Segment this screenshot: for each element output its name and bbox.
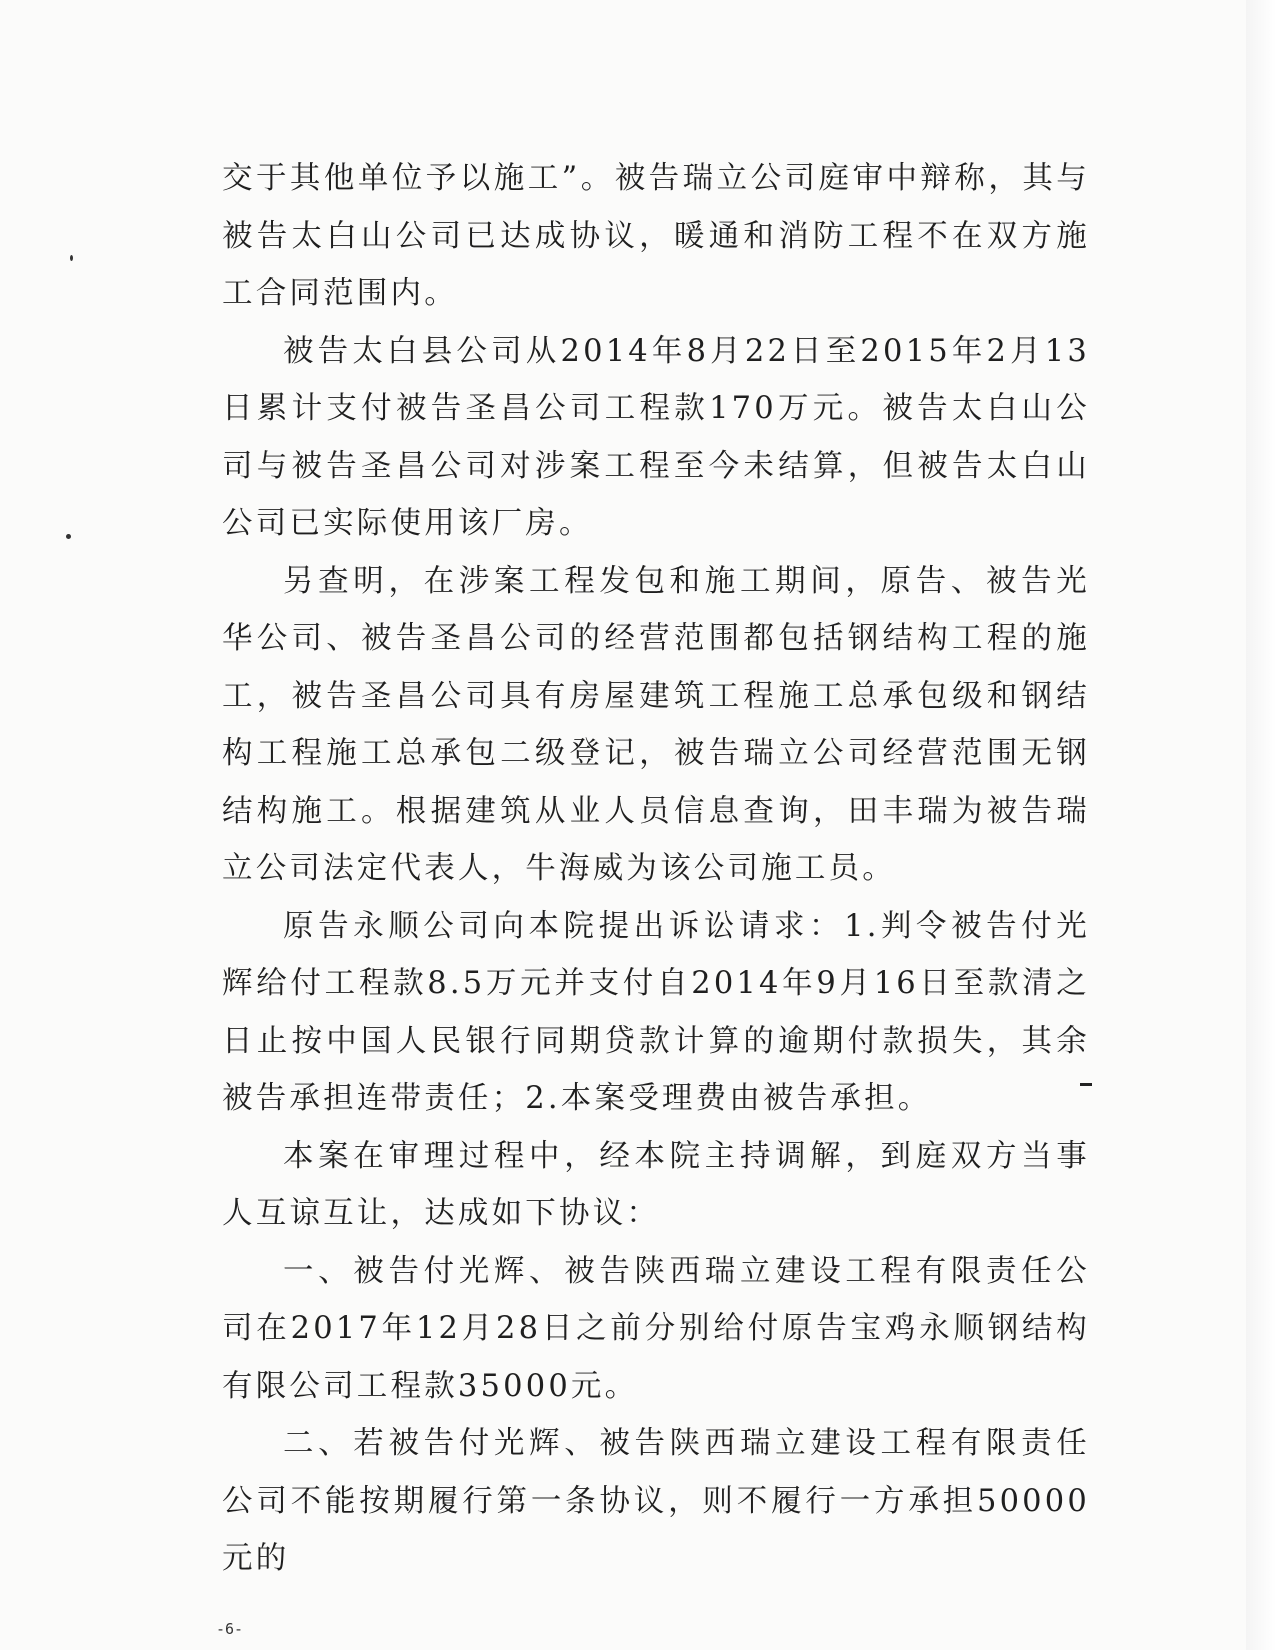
- paragraph-plaintiff-claims: 原告永顺公司向本院提出诉讼请求：1.判令被告付光辉给付工程款8.5万元并支付自2014年9月16日至款清之日止按中国人民银行同期贷款计算的逾期付款损失，其余被告承担连带责任；2.本案受理费由被告承担。: [222, 908, 1090, 1116]
- paragraph-payment-record: 被告太白县公司从2014年8月22日至2015年2月13日累计支付被告圣昌公司工程款170万元。被告太白山公司与被告圣昌公司对涉案工程至今未结算，但被告太白山公司已实际使用该厂房。: [222, 333, 1090, 541]
- paragraph-continuation: 交于其他单位予以施工”。被告瑞立公司庭审中辩称，其与被告太白山公司已达成协议，暖通和消防工程不在双方施工合同范围内。: [222, 161, 1090, 311]
- scan-speck: [70, 255, 73, 261]
- scan-mark: [1080, 1083, 1092, 1086]
- paragraph-agreement-item-2: 二、若被告付光辉、被告陕西瑞立建设工程有限责任公司不能按期履行第一条协议，则不履行一方承担50000元的: [222, 1426, 1090, 1576]
- judgment-body-text: [222, 150, 1090, 1588]
- scan-speck: [66, 534, 71, 539]
- scan-edge-shadow: [1246, 0, 1276, 1650]
- paragraph-further-findings: 另查明，在涉案工程发包和施工期间，原告、被告光华公司、被告圣昌公司的经营范围都包括钢结构工程的施工，被告圣昌公司具有房屋建筑工程施工总承包级和钢结构工程施工总承包二级登记，被告瑞立公司经营范围无钢结构施工。根据建筑从业人员信息查询，田丰瑞为被告瑞立公司法定代表人，牛海威为该公司施工员。: [222, 563, 1090, 886]
- paragraph-mediation: 本案在审理过程中，经本院主持调解，到庭双方当事人互谅互让，达成如下协议：: [222, 1138, 1090, 1231]
- page-number: -6-: [216, 1620, 244, 1638]
- paragraph-agreement-item-1: 一、被告付光辉、被告陕西瑞立建设工程有限责任公司在2017年12月28日之前分别给付原告宝鸡永顺钢结构有限公司工程款35000元。: [222, 1253, 1090, 1404]
